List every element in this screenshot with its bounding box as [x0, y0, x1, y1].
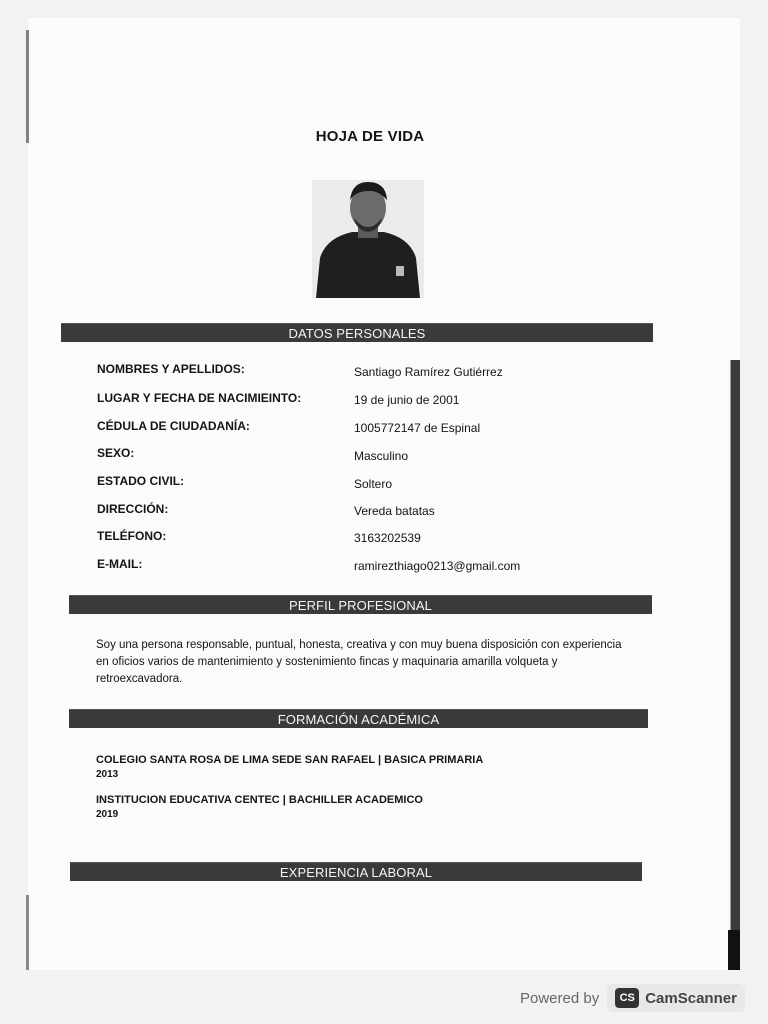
value-name: Santiago Ramírez Gutiérrez [354, 365, 503, 379]
label-name: NOMBRES Y APELLIDOS: [97, 362, 245, 376]
section-header-profile: PERFIL PROFESIONAL [69, 595, 652, 614]
value-civil-status: Soltero [354, 477, 393, 491]
section-header-personal: DATOS PERSONALES [61, 323, 653, 342]
scan-edge-left [26, 30, 29, 970]
camscanner-watermark [520, 984, 745, 1012]
scan-edge-right [716, 360, 740, 970]
powered-by-text: Powered by [520, 989, 600, 1007]
camscanner-badge [607, 984, 745, 1012]
value-birth: 19 de junio de 2001 [354, 393, 460, 407]
section-header-education: FORMACIÓN ACADÉMICA [69, 709, 648, 728]
section-header-experience: EXPERIENCIA LABORAL [70, 862, 642, 881]
label-birth: LUGAR Y FECHA DE NACIMIEINTO: [97, 391, 302, 405]
camscanner-brand: CamScanner [645, 989, 737, 1007]
education-item-title: INSTITUCION EDUCATIVA CENTEC | BACHILLER ACADEMICO [96, 794, 423, 806]
label-email: E-MAIL: [97, 557, 143, 571]
value-email: ramirezthiago0213@gmail.com [354, 559, 521, 573]
scanned-page [28, 18, 740, 970]
label-civil-status: ESTADO CIVIL: [97, 474, 185, 488]
person-photo-icon [312, 180, 424, 298]
camscanner-logo-icon: CS [615, 988, 639, 1008]
label-id: CÉDULA DE CIUDADANÍA: [97, 419, 250, 433]
education-item-year: 2019 [96, 809, 119, 820]
profile-paragraph: Soy una persona responsable, puntual, honesta, creativa y con muy buena disposición con experiencia en oficios varios de mantenimiento y sostenimiento fincas y maquinaria amarilla volqueta y retroexcavadora. [96, 639, 622, 685]
value-phone: 3163202539 [354, 531, 421, 545]
profile-photo [312, 180, 424, 298]
document-title: HOJA DE VIDA [315, 128, 425, 145]
label-address: DIRECCIÓN: [97, 502, 169, 516]
education-item-year: 2013 [96, 769, 119, 780]
label-phone: TELÉFONO: [97, 529, 167, 543]
scan-edge-corner [700, 930, 740, 970]
value-address: Vereda batatas [354, 504, 435, 518]
label-sex: SEXO: [97, 446, 135, 460]
education-item-title: COLEGIO SANTA ROSA DE LIMA SEDE SAN RAFAEL | BASICA PRIMARIA [96, 754, 484, 766]
value-sex: Masculino [354, 449, 409, 463]
value-id: 1005772147 de Espinal [354, 421, 481, 435]
